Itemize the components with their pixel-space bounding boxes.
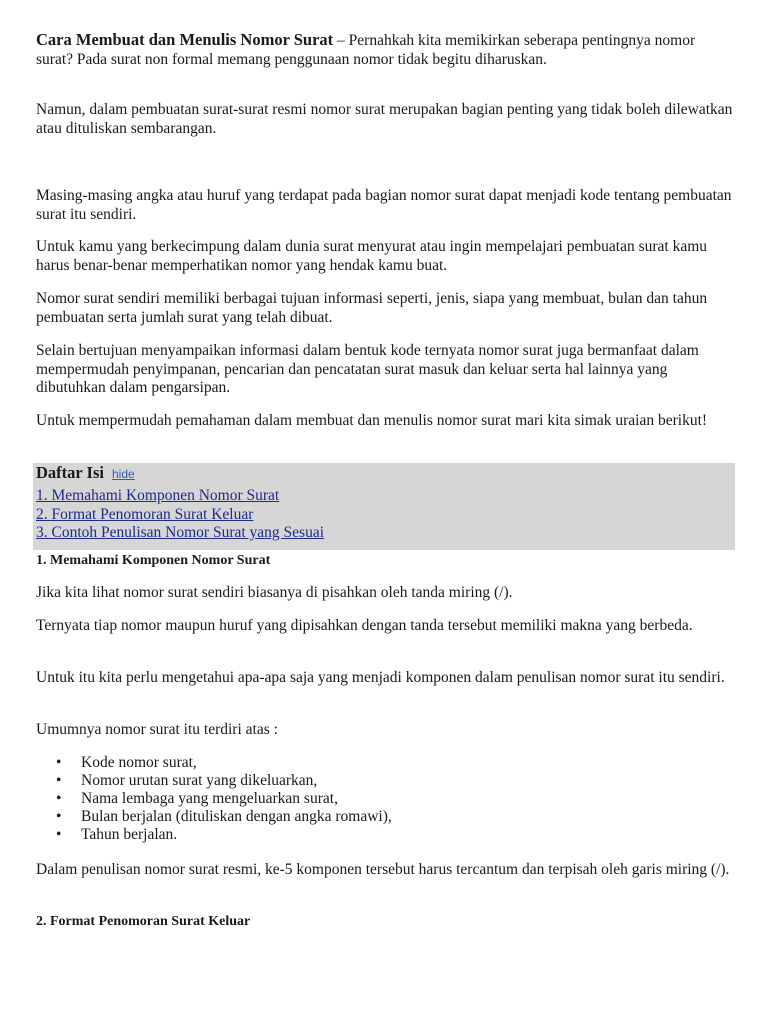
- section-2-heading: 2. Format Penomoran Surat Keluar: [36, 914, 251, 929]
- toc-title: Daftar Isi: [36, 463, 104, 482]
- intro-text: – Pernahkah kita memikirkan seberapa pentingnya nomor surat? Pada surat non formal memang penggunaan nomor tidak begitu diharuskan.: [36, 32, 696, 68]
- paragraph-4: Nomor surat sendiri memiliki berbagai tujuan informasi seperti, jenis, siapa yang membuat, bulan dan tahun pembuatan serta jumlah surat yang telah dibuat.: [36, 290, 708, 326]
- table-of-contents: [33, 463, 735, 550]
- paragraph-5: Selain bertujuan menyampaikan informasi dalam bentuk kode ternyata nomor surat juga bermanfaat dalam mempermudah penyimpanan, pencarian dan pencatatan surat masuk dan keluar serta hal lainnya yang dibutuhkan dalam pengarsipan.: [36, 342, 699, 396]
- toc-list: [36, 487, 324, 543]
- section-1-paragraph-1: Jika kita lihat nomor surat sendiri biasanya di pisahkan oleh tanda miring (/).: [36, 584, 513, 601]
- toc-hide-link[interactable]: hide: [111, 467, 135, 481]
- paragraph-6: Untuk mempermudah pemahaman dalam membuat dan menulis nomor surat mari kita simak uraian berikut!: [36, 412, 708, 429]
- section-1-closing: Dalam penulisan nomor surat resmi, ke-5 komponen tersebut harus tercantum dan terpisah oleh garis miring (/).: [36, 861, 730, 878]
- list-item: • Nama lembaga yang mengeluarkan surat,: [56, 790, 392, 808]
- section-1-paragraph-4: Umumnya nomor surat itu terdiri atas :: [36, 721, 278, 738]
- paragraph-2: Masing-masing angka atau huruf yang terdapat pada bagian nomor surat dapat menjadi kode tentang pembuatan surat itu sendiri.: [36, 187, 732, 223]
- toc-link-2[interactable]: 2. Format Penomoran Surat Keluar: [36, 505, 254, 523]
- list-item: • Tahun berjalan.: [56, 826, 392, 844]
- section-1-paragraph-3: Untuk itu kita perlu mengetahui apa-apa saja yang menjadi komponen dalam penulisan nomor surat itu sendiri.: [36, 669, 725, 686]
- list-item: • Bulan berjalan (dituliskan dengan angka romawi),: [56, 808, 392, 826]
- toc-item: [36, 487, 324, 506]
- paragraph-3: Untuk kamu yang berkecimpung dalam dunia surat menyurat atau ingin mempelajari pembuatan surat kamu harus benar-benar memperhatikan nomor yang hendak kamu buat.: [36, 238, 708, 274]
- toc-header: [36, 464, 135, 484]
- toc-item: [36, 524, 324, 543]
- article-title: Cara Membuat dan Menulis Nomor Surat: [36, 30, 334, 49]
- intro-paragraph: [36, 31, 736, 69]
- toc-link-3[interactable]: 3. Contoh Penulisan Nomor Surat yang Sesuai: [36, 524, 325, 541]
- component-list: [56, 754, 392, 844]
- list-item: • Kode nomor surat,: [56, 754, 392, 772]
- section-1-paragraph-2: Ternyata tiap nomor maupun huruf yang dipisahkan dengan tanda tersebut memiliki makna yang berbeda.: [36, 617, 693, 634]
- section-1-heading: 1. Memahami Komponen Nomor Surat: [36, 553, 271, 568]
- paragraph-1: Namun, dalam pembuatan surat-surat resmi nomor surat merupakan bagian penting yang tidak boleh dilewatkan atau dituliskan sembarangan.: [36, 101, 733, 137]
- list-item: • Nomor urutan surat yang dikeluarkan,: [56, 772, 392, 790]
- toc-link-1[interactable]: 1. Memahami Komponen Nomor Surat: [36, 487, 280, 504]
- toc-item: [36, 506, 324, 525]
